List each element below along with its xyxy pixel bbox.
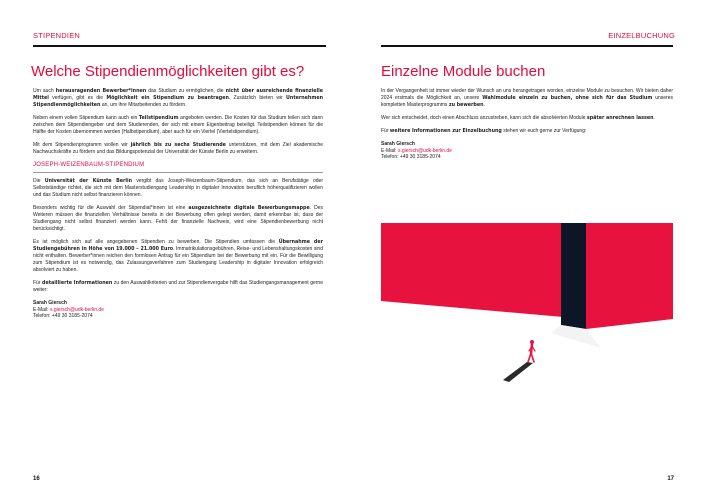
- email-label: E-Mail:: [33, 306, 50, 313]
- text-run: das Studium zu ermöglichen, die: [146, 88, 226, 94]
- bold-run: Unternehmen Stipendienmöglichkeiten: [33, 96, 323, 108]
- text-run: Für: [381, 128, 390, 134]
- paragraph: [33, 280, 323, 294]
- text-run: Die: [33, 178, 45, 184]
- text-run: vergibt das Joseph-Weizenbaum-Stipendium, das sich an Berufstätige oder Selbstständige richtet, die sich mit dem Masterstudiengang Leadership in digitaler Innovation beruflich höherqualifizieren wollen und das Studium nicht selbst finanzieren können.: [33, 178, 323, 198]
- text-run: Besonders wichtig für die Auswahl der Stipendiat*innen ist eine: [33, 205, 189, 211]
- section-label: EINZELBUCHUNG: [608, 31, 675, 40]
- text-run: unseres kompletten Masterprogramms: [381, 95, 673, 108]
- text-run: Mit dem Stipendienprogramm wollen wir: [33, 142, 131, 148]
- bold-run: detaillierte Informationen: [42, 281, 113, 286]
- bold-run: nicht über ausreichende finanzielle Mittel: [33, 89, 323, 101]
- header-rule: [33, 45, 326, 47]
- text-run: verfügen, gibt es die: [48, 95, 107, 101]
- text-run: stehen wir euch gerne zur Verfügung:: [501, 128, 587, 134]
- text-run: . Des Weiteren müssen die finanziellen Verhältnisse bereits in der Bewerbung offen gelegt werden, damit erkennbar ist, dass der Studiengang nicht selbst finanziert werden kann. Fehlt der finanzielle Nachweis, wird eine Stipendienbewerbung nicht berücksichtigt.: [33, 205, 323, 232]
- contact-email-link[interactable]: s.giersch@udk-berlin.de: [397, 147, 452, 154]
- bold-run: Teilstipendium: [138, 116, 179, 121]
- bold-run: ausgezeichnete digitale Bewerbungsmappe: [188, 206, 310, 211]
- text-run: In der Vergangenheit ist immer wieder der Wunsch an uns herangetragen worden, einzelne Module zu besuchen. Wir bieten daher 2024 erstmals die Möglichkeit an, unsere: [381, 88, 673, 101]
- contact-email-link[interactable]: s.giersch@udk-berlin.de: [49, 306, 104, 313]
- text-run: zu den Auswahlkriterien und zur Stipendienvergabe hilft das Studiengangsmanagement gerne weiter:: [33, 280, 323, 293]
- paragraph: [381, 115, 673, 122]
- bold-run: herausragenden Bewerber*innen: [55, 89, 147, 94]
- text-run: . Zusätzlich bieten wir: [228, 95, 287, 101]
- text-run: . Immatrikulationsgebühren, Reise- und Lebenshaltungskosten sind nicht enthalten. Bewerber*innen reichen den formlosen Antrag für ein Stipendium bei der Bewerbung mit ein. Für die Bewilligung zum Stipendium ist es notwendig, das Zulassungsverfahren zum Studiengang Leadership in digitaler Innovation erfolgreich absolviert zu haben.: [33, 246, 323, 273]
- page-title: Einzelne Module buchen: [381, 63, 546, 80]
- text-run: Für: [33, 280, 43, 286]
- page-title: Welche Stipendienmöglichkeiten gibt es?: [31, 63, 305, 80]
- contact-block: [381, 141, 673, 161]
- text-run: an, um ihre Mitarbeitenden zu fördern.: [100, 102, 187, 108]
- subheading: JOSEPH-WEIZENBAUM-STIPENDIUM: [33, 162, 323, 173]
- text-run: .: [653, 115, 655, 121]
- paragraph: [33, 115, 323, 136]
- paragraph: [33, 88, 323, 109]
- contact-block: [33, 300, 323, 320]
- text-run: Neben einem vollen Stipendium kann auch ein: [33, 115, 139, 121]
- bold-run: Universität der Künste Berlin: [44, 179, 133, 184]
- bold-run: zu bewerben: [448, 103, 484, 108]
- paragraph: [381, 128, 673, 135]
- illustration-svg: [381, 223, 673, 405]
- paragraph: [381, 88, 673, 109]
- page-number: 17: [667, 476, 674, 482]
- paragraph: [33, 205, 323, 233]
- doorway-shape: [561, 223, 586, 329]
- email-label: E-Mail:: [381, 147, 398, 154]
- header-rule: [381, 45, 673, 47]
- paragraph: [33, 239, 323, 274]
- contact-name: Sarah Giersch: [381, 141, 415, 147]
- contact-name: Sarah Giersch: [33, 300, 67, 306]
- body-text: [381, 88, 673, 161]
- bold-run: weitere Informationen zur Einzelbuchung: [389, 129, 502, 134]
- paragraph: [33, 142, 323, 156]
- bold-run: Wahlmodule einzeln zu buchen, ohne sich für das Studium: [482, 96, 653, 101]
- section-label: STIPENDIEN: [33, 31, 81, 40]
- red-wall-left: [381, 223, 421, 301]
- right-page: [353, 0, 706, 500]
- bold-run: später anrechnen lassen: [586, 116, 654, 121]
- figure-walking-toward-doorway-illustration: [381, 223, 673, 405]
- paragraph: [33, 178, 323, 199]
- bold-run: Übernahme der Studiengebühren in Höhe von 19.000 – 21.000 Euro: [33, 240, 323, 252]
- bold-run: jährlich bis zu sechs Studierende: [130, 143, 226, 148]
- text-run: .: [483, 102, 485, 108]
- bold-run: Möglichkeit ein Stipendium zu beantragen: [106, 96, 229, 101]
- page-number: 16: [33, 476, 40, 482]
- text-run: unterstützen, mit dem Ziel akademische Nachwuchskräfte zu fördern und das Bildungspotenzial der Universität der Künste Berlin zu erweitern.: [33, 142, 324, 155]
- text-run: Um auch: [33, 88, 56, 94]
- text-run: angeboten werden. Die Kosten für das Studium teilen sich dann zwischen dem Stipendiengeber und dem Studierenden, der sich mit einem Eigenbeitrag beteiligt. Teilstipendien können für die Hälfte der Kosten übernommen werden (Halbstipendium), aber auch für ein Viertel (Viertelstipendium).: [33, 115, 324, 135]
- text-run: Es ist möglich sich auf alle angegebenen Stipendien zu bewerben. Die Stipendien umfassen die: [33, 239, 279, 245]
- text-run: Wer sich entscheidet, doch einen Abschluss anzustreben, kann sich die absolvierten Module: [381, 115, 587, 121]
- contact-phone: Telefon: +49 30 3185-2074: [33, 313, 93, 319]
- contact-phone: Telefon: +49 30 3185-2074: [381, 154, 441, 160]
- body-text: [33, 88, 323, 320]
